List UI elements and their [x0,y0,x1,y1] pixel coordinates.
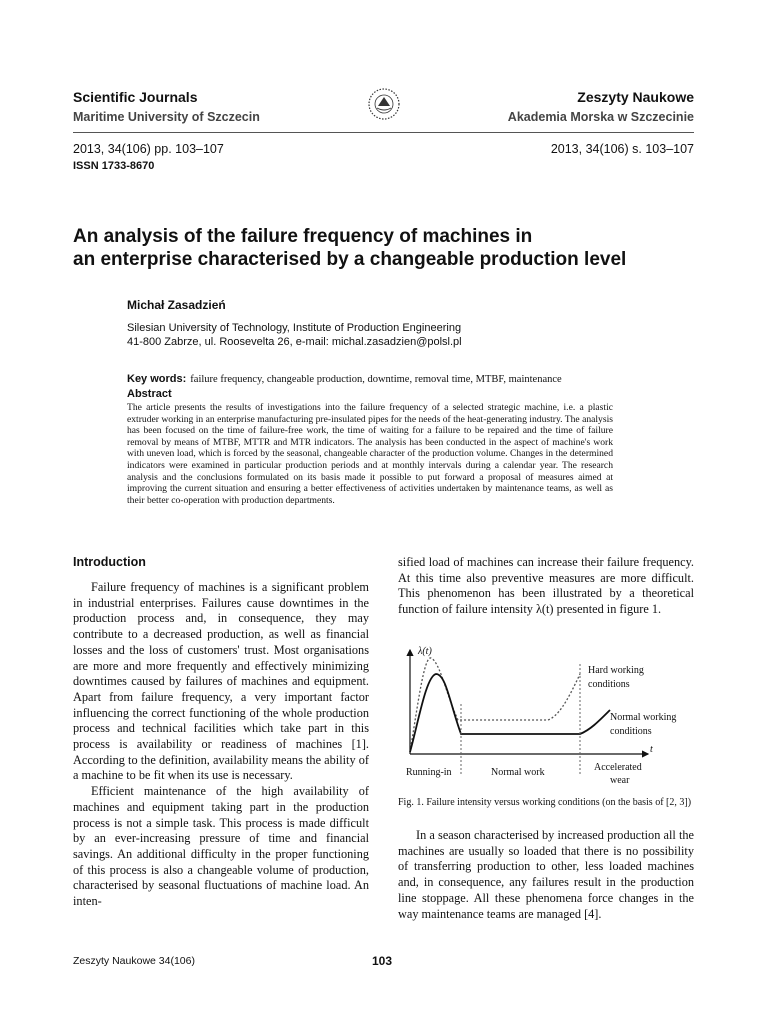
phase-normal-work: Normal work [491,767,545,778]
y-axis-label: λ(t) [418,646,432,657]
hard-conditions-curve [410,658,580,752]
footer-journal: Zeszyty Naukowe 34(106) [73,955,195,967]
phase-accelerated-2: wear [610,775,630,786]
header-rule [73,132,694,133]
paragraph: sified load of machines can increase their failure frequency. At this time also preventive measures are more difficult. This phenomenon has been illustrated by a theoretical function of failure intensity λ(t) presented in figure 1. [398,555,694,617]
right-column-top [398,555,694,618]
article-title-line-2: an enterprise characterised by a changeable production level [73,249,627,270]
hard-label-2: conditions [588,679,630,690]
university-seal-logo [367,82,401,128]
normal-label-1: Normal working [610,712,677,723]
article-title-line-1: An analysis of the failure frequency of machines in [73,226,533,247]
figure-failure-intensity [398,644,694,794]
section-heading-introduction: Introduction [73,555,146,569]
phase-accelerated-1: Accelerated [594,762,642,773]
x-axis-label: t [650,744,653,755]
journal-title-en: Scientific Journals [73,89,198,105]
citation-en: 2013, 34(106) pp. 103–107 [73,142,224,156]
journal-title-pl: Zeszyty Naukowe [577,89,694,105]
affiliation-line-2: 41-800 Zabrze, ul. Roosevelta 26, e-mail: michal.zasadzien@polsl.pl [127,336,462,348]
paragraph: Efficient maintenance of the high availability of machines and equipment taking part in the production process is not a simple task. This process is made difficult by an ever-increasing pressure of time and financial savings. An additional difficulty in the proper functioning of this process is also a changeable volume of production, characterised by seasonal fluctuations of machine load. An inten- [73,784,369,909]
university-name-pl: Akademia Morska w Szczecinie [507,110,694,124]
hard-label-1: Hard working [588,665,644,676]
affiliation-line-1: Silesian University of Technology, Institute of Production Engineering [127,322,462,334]
left-column [73,580,369,910]
right-column-bottom [398,828,694,922]
paragraph: In a season characterised by increased production all the machines are usually so loaded that there is no possibility of transferring production to other, less loaded machines and, in consequence, any failures result in the production line stoppage. All these phenomena force changes in the way maintenance teams are managed [4]. [398,828,694,921]
phase-running-in: Running-in [406,767,452,778]
keywords [127,369,627,387]
normal-label-2: conditions [610,726,652,737]
author-name: Michał Zasadzień [127,298,226,312]
university-name-en: Maritime University of Szczecin [73,110,260,124]
keywords-label: Key words: [127,373,187,385]
keywords-text: failure frequency, changeable production, downtime, removal time, MTBF, maintenance [190,374,562,385]
abstract-text: The article presents the results of investigations into the failure frequency of a selected strategic machine, i.e. a plastic extruder working in an enterprise manufacturing pre-insulated pipes for the needs of the heat-generating industry. The analysis has been focused on the time of failure-free work, the time of waiting for a failure to be repaired and the time of failure removal by means of MTBF, MTTR and MTR indicators. The analysis has been conducted in the aspect of machine's work with uneven load, which is forced by the seasonal, changeable character of the production volume. Changes in the determined indicators were examined in particular production periods and at monthly intervals during a calendar year. The research analysis and the conclusions formulated on its basis made it possible to put forward a proposal of measures aimed at improving the current situation and ensuring a better effectiveness of activities undertaken by maintenance teams, as well as their better co-operation with production departments. [127,402,613,506]
figure-caption: Fig. 1. Failure intensity versus working conditions (on the basis of [2, 3]) [398,797,692,808]
abstract-label: Abstract [127,388,172,400]
page-number: 103 [372,954,393,968]
paragraph: Failure frequency of machines is a significant problem in industrial enterprises. Failures cause downtimes in the production process and, in consequence, they may contribute to a decreased production, as well as financial losses and the loss of customers' trust. Most organisations are more and more frequently and effectively minimizing downtimes caused by failures of machines and equipment. Apart from failure frequency, a very important factor influencing the correct functioning of the whole production process and technical facilities which take part in this process is availability or readiness of machines [1]. According to the definition, availability means the ability of a machine to be fit when its use is necessary. [73,580,369,783]
citation-pl: 2013, 34(106) s. 103–107 [550,142,694,156]
issn: ISSN 1733-8670 [73,160,155,172]
